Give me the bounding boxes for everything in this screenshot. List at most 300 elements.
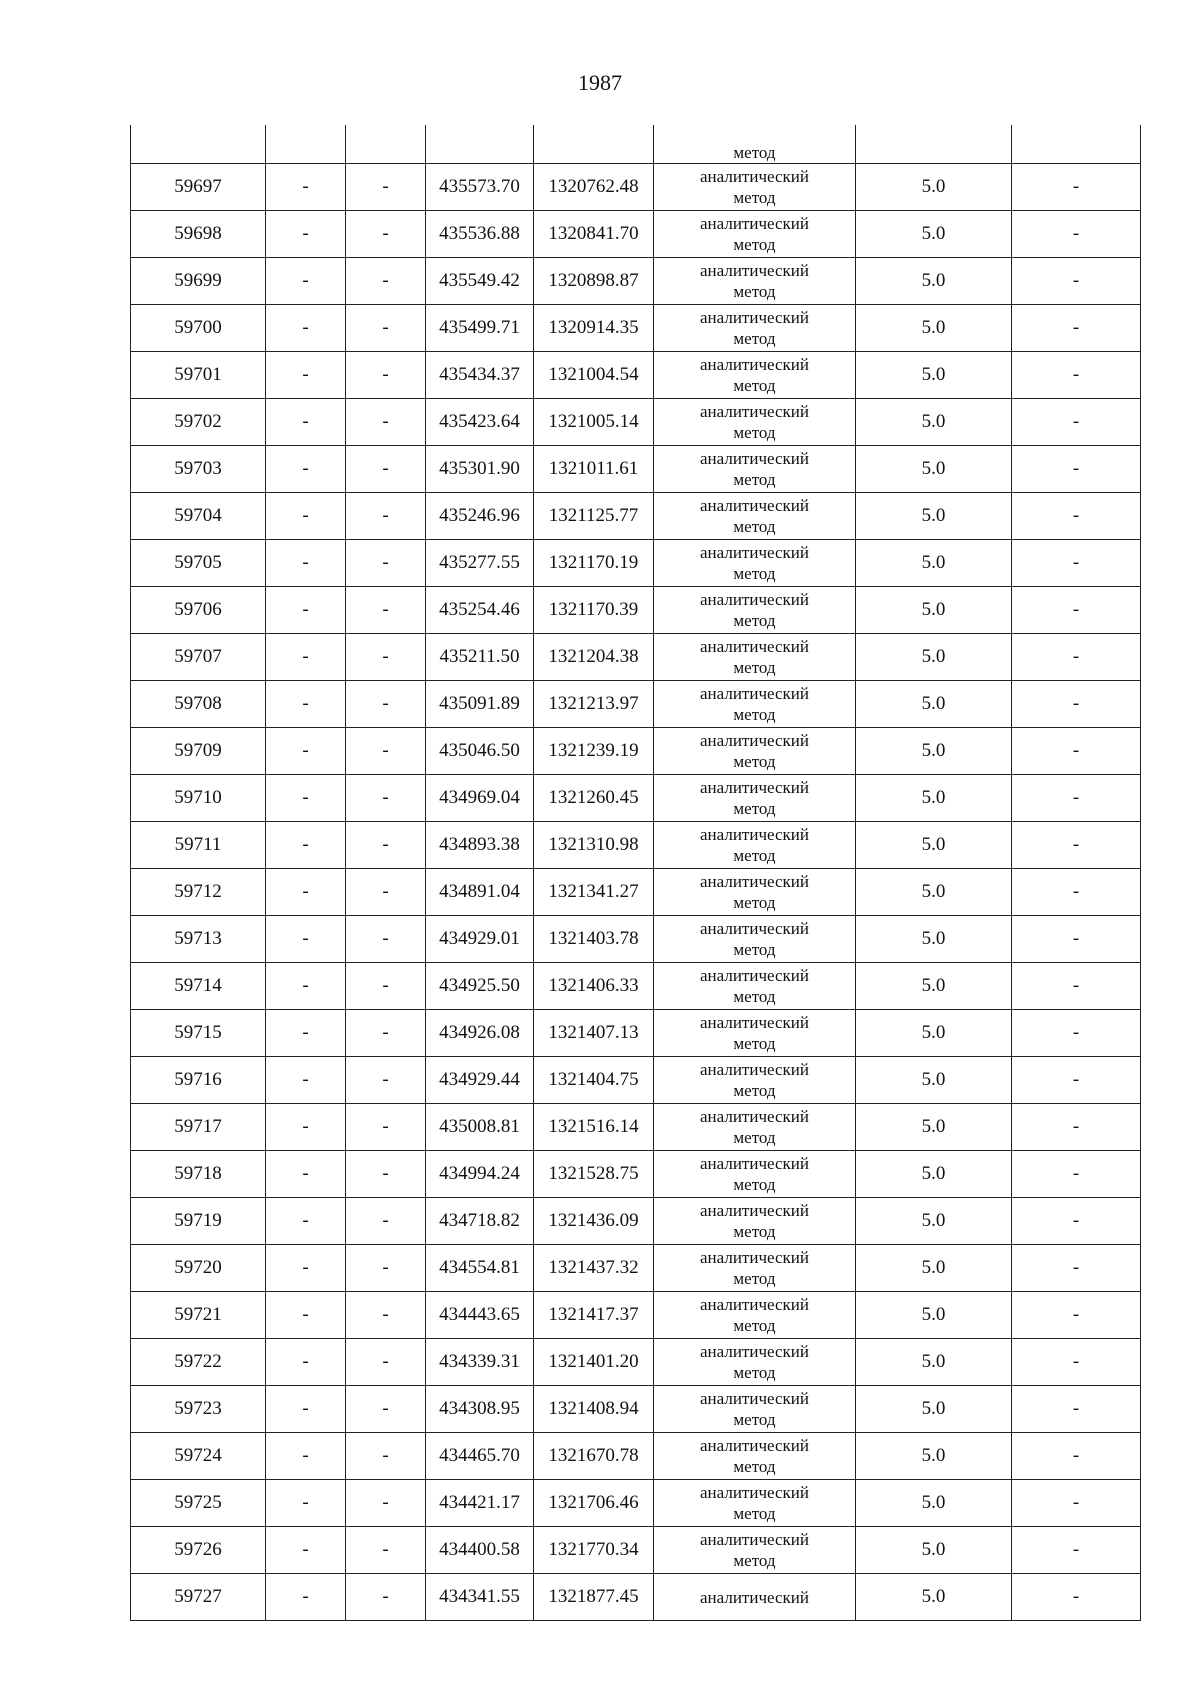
table-row xyxy=(131,587,1141,634)
table-row xyxy=(131,352,1141,399)
accuracy-cell: 5.0 xyxy=(856,1480,1012,1527)
table-row xyxy=(131,1339,1141,1386)
point-id-cell: 59707 xyxy=(131,634,266,681)
method-cell xyxy=(654,1198,856,1245)
method-line-2: метод xyxy=(733,1222,776,1241)
y-coordinate-cell: 1321877.45 xyxy=(534,1574,654,1621)
table-row xyxy=(131,916,1141,963)
dash-cell: - xyxy=(346,446,426,493)
method-line-2: метод xyxy=(733,1551,776,1570)
accuracy-cell: 5.0 xyxy=(856,822,1012,869)
dash-cell: - xyxy=(266,164,346,211)
x-coordinate-cell: 434400.58 xyxy=(426,1527,534,1574)
dash-cell: - xyxy=(346,775,426,822)
accuracy-cell: 5.0 xyxy=(856,1339,1012,1386)
method-line-2: метод xyxy=(733,1081,776,1100)
accuracy-cell: 5.0 xyxy=(856,1527,1012,1574)
x-coordinate-cell: 435211.50 xyxy=(426,634,534,681)
dash-cell: - xyxy=(1012,399,1141,446)
fragment-cell xyxy=(856,125,1012,164)
dash-cell: - xyxy=(1012,1386,1141,1433)
y-coordinate-cell: 1321170.39 xyxy=(534,587,654,634)
dash-cell: - xyxy=(266,587,346,634)
method-line-1: аналитический xyxy=(700,872,809,891)
dash-cell: - xyxy=(1012,1574,1141,1621)
dash-cell: - xyxy=(266,1010,346,1057)
method-line-2: метод xyxy=(733,1316,776,1335)
point-id-cell: 59713 xyxy=(131,916,266,963)
dash-cell: - xyxy=(1012,446,1141,493)
point-id-cell: 59709 xyxy=(131,728,266,775)
method-cell xyxy=(654,446,856,493)
method-line-1: аналитический xyxy=(700,1060,809,1079)
accuracy-cell: 5.0 xyxy=(856,634,1012,681)
method-cell xyxy=(654,540,856,587)
table-body xyxy=(131,125,1141,1621)
method-line-2: метод xyxy=(733,1363,776,1382)
x-coordinate-cell: 434443.65 xyxy=(426,1292,534,1339)
y-coordinate-cell: 1321005.14 xyxy=(534,399,654,446)
method-cell xyxy=(654,258,856,305)
page-number: 1987 xyxy=(578,70,622,95)
coordinates-table xyxy=(130,125,1141,1621)
dash-cell: - xyxy=(346,587,426,634)
point-id-cell: 59723 xyxy=(131,1386,266,1433)
dash-cell: - xyxy=(346,1010,426,1057)
method-cell xyxy=(654,822,856,869)
dash-cell: - xyxy=(266,916,346,963)
x-coordinate-cell: 435046.50 xyxy=(426,728,534,775)
y-coordinate-cell: 1321401.20 xyxy=(534,1339,654,1386)
point-id-cell: 59710 xyxy=(131,775,266,822)
accuracy-cell: 5.0 xyxy=(856,1292,1012,1339)
point-id-cell: 59698 xyxy=(131,211,266,258)
dash-cell: - xyxy=(346,728,426,775)
accuracy-cell: 5.0 xyxy=(856,869,1012,916)
dash-cell: - xyxy=(266,728,346,775)
dash-cell: - xyxy=(346,916,426,963)
x-coordinate-cell: 435277.55 xyxy=(426,540,534,587)
dash-cell: - xyxy=(1012,1010,1141,1057)
table-row xyxy=(131,258,1141,305)
table-row xyxy=(131,1480,1141,1527)
method-line-1: аналитический xyxy=(700,449,809,468)
y-coordinate-cell: 1320762.48 xyxy=(534,164,654,211)
method-line-1: аналитический xyxy=(700,637,809,656)
x-coordinate-cell: 434421.17 xyxy=(426,1480,534,1527)
point-id-cell: 59724 xyxy=(131,1433,266,1480)
method-cell xyxy=(654,211,856,258)
dash-cell: - xyxy=(1012,916,1141,963)
dash-cell: - xyxy=(346,1339,426,1386)
table-row xyxy=(131,681,1141,728)
point-id-cell: 59718 xyxy=(131,1151,266,1198)
table-row xyxy=(131,446,1141,493)
accuracy-cell: 5.0 xyxy=(856,1386,1012,1433)
method-cell xyxy=(654,681,856,728)
method-cell xyxy=(654,1057,856,1104)
method-line-1: аналитический xyxy=(700,1295,809,1314)
table-row xyxy=(131,540,1141,587)
accuracy-cell: 5.0 xyxy=(856,399,1012,446)
table-row xyxy=(131,634,1141,681)
dash-cell: - xyxy=(1012,634,1141,681)
accuracy-cell: 5.0 xyxy=(856,1574,1012,1621)
table-row xyxy=(131,1104,1141,1151)
x-coordinate-cell: 435549.42 xyxy=(426,258,534,305)
point-id-cell: 59720 xyxy=(131,1245,266,1292)
dash-cell: - xyxy=(266,258,346,305)
dash-cell: - xyxy=(266,540,346,587)
dash-cell: - xyxy=(266,1057,346,1104)
dash-cell: - xyxy=(1012,1245,1141,1292)
method-line-2: метод xyxy=(733,893,776,912)
method-line-1: аналитический xyxy=(700,684,809,703)
method-line-2: метод xyxy=(733,658,776,677)
method-line-1: аналитический xyxy=(700,543,809,562)
point-id-cell: 59719 xyxy=(131,1198,266,1245)
x-coordinate-cell: 435536.88 xyxy=(426,211,534,258)
method-line-1: аналитический xyxy=(700,825,809,844)
x-coordinate-cell: 435091.89 xyxy=(426,681,534,728)
table-row xyxy=(131,728,1141,775)
dash-cell: - xyxy=(346,399,426,446)
method-line-1: аналитический xyxy=(700,1483,809,1502)
method-line-1: аналитический xyxy=(700,261,809,280)
dash-cell: - xyxy=(1012,1527,1141,1574)
method-line-1: аналитический xyxy=(700,1154,809,1173)
fragment-cell xyxy=(534,125,654,164)
dash-cell: - xyxy=(346,1245,426,1292)
dash-cell: - xyxy=(1012,587,1141,634)
accuracy-cell: 5.0 xyxy=(856,1151,1012,1198)
dash-cell: - xyxy=(1012,869,1141,916)
table-row xyxy=(131,493,1141,540)
accuracy-cell: 5.0 xyxy=(856,211,1012,258)
y-coordinate-cell: 1321670.78 xyxy=(534,1433,654,1480)
method-line-1: аналитический xyxy=(700,1436,809,1455)
method-line-1: аналитический xyxy=(700,590,809,609)
method-cell xyxy=(654,1151,856,1198)
method-line-2: метод xyxy=(733,705,776,724)
accuracy-cell: 5.0 xyxy=(856,1104,1012,1151)
y-coordinate-cell: 1321706.46 xyxy=(534,1480,654,1527)
method-line-2: метод xyxy=(733,846,776,865)
point-id-cell: 59697 xyxy=(131,164,266,211)
method-line-1: аналитический xyxy=(700,167,809,186)
table-row xyxy=(131,305,1141,352)
method-cell xyxy=(654,164,856,211)
method-line-2: метод xyxy=(733,1034,776,1053)
method-cell xyxy=(654,634,856,681)
method-cell xyxy=(654,1104,856,1151)
accuracy-cell: 5.0 xyxy=(856,446,1012,493)
point-id-cell: 59706 xyxy=(131,587,266,634)
x-coordinate-cell: 434893.38 xyxy=(426,822,534,869)
table-row xyxy=(131,822,1141,869)
method-cell xyxy=(654,587,856,634)
point-id-cell: 59722 xyxy=(131,1339,266,1386)
dash-cell: - xyxy=(346,1292,426,1339)
x-coordinate-cell: 435499.71 xyxy=(426,305,534,352)
x-coordinate-cell: 435573.70 xyxy=(426,164,534,211)
x-coordinate-cell: 434994.24 xyxy=(426,1151,534,1198)
x-coordinate-cell: 435434.37 xyxy=(426,352,534,399)
dash-cell: - xyxy=(266,775,346,822)
y-coordinate-cell: 1320841.70 xyxy=(534,211,654,258)
method-cell xyxy=(654,963,856,1010)
fragment-cell xyxy=(266,125,346,164)
y-coordinate-cell: 1321011.61 xyxy=(534,446,654,493)
dash-cell: - xyxy=(266,681,346,728)
dash-cell: - xyxy=(1012,1104,1141,1151)
table-row xyxy=(131,399,1141,446)
dash-cell: - xyxy=(346,822,426,869)
table-row xyxy=(131,963,1141,1010)
accuracy-cell: 5.0 xyxy=(856,1198,1012,1245)
method-line-2: метод xyxy=(733,423,776,442)
dash-cell: - xyxy=(266,352,346,399)
dash-cell: - xyxy=(266,1245,346,1292)
dash-cell: - xyxy=(266,446,346,493)
dash-cell: - xyxy=(266,1151,346,1198)
accuracy-cell: 5.0 xyxy=(856,493,1012,540)
method-line-2: метод xyxy=(733,376,776,395)
accuracy-cell: 5.0 xyxy=(856,1010,1012,1057)
y-coordinate-cell: 1321260.45 xyxy=(534,775,654,822)
method-line-2: метод xyxy=(733,987,776,1006)
y-coordinate-cell: 1321770.34 xyxy=(534,1527,654,1574)
x-coordinate-cell: 434341.55 xyxy=(426,1574,534,1621)
method-line-2: метод xyxy=(733,564,776,583)
accuracy-cell: 5.0 xyxy=(856,305,1012,352)
dash-cell: - xyxy=(266,493,346,540)
point-id-cell: 59726 xyxy=(131,1527,266,1574)
method-line-1: аналитический xyxy=(700,1389,809,1408)
x-coordinate-cell: 434465.70 xyxy=(426,1433,534,1480)
accuracy-cell: 5.0 xyxy=(856,1245,1012,1292)
method-line-1: аналитический xyxy=(700,214,809,233)
dash-cell: - xyxy=(266,305,346,352)
dash-cell: - xyxy=(346,1104,426,1151)
table-row xyxy=(131,1151,1141,1198)
dash-cell: - xyxy=(266,963,346,1010)
table-row xyxy=(131,164,1141,211)
dash-cell: - xyxy=(346,493,426,540)
y-coordinate-cell: 1321170.19 xyxy=(534,540,654,587)
dash-cell: - xyxy=(1012,540,1141,587)
x-coordinate-cell: 434929.44 xyxy=(426,1057,534,1104)
dash-cell: - xyxy=(346,305,426,352)
method-line-1: аналитический xyxy=(700,1248,809,1267)
accuracy-cell: 5.0 xyxy=(856,258,1012,305)
method-line-1: аналитический xyxy=(700,496,809,515)
x-coordinate-cell: 434925.50 xyxy=(426,963,534,1010)
continued-row-fragment xyxy=(131,125,1141,164)
dash-cell: - xyxy=(1012,1151,1141,1198)
dash-cell: - xyxy=(1012,258,1141,305)
point-id-cell: 59699 xyxy=(131,258,266,305)
fragment-cell xyxy=(131,125,266,164)
dash-cell: - xyxy=(1012,1480,1141,1527)
point-id-cell: 59717 xyxy=(131,1104,266,1151)
method-line-2: метод xyxy=(733,235,776,254)
method-line-2: метод xyxy=(733,282,776,301)
method-line-2: метод xyxy=(733,1504,776,1523)
dash-cell: - xyxy=(346,1386,426,1433)
method-cell xyxy=(654,1339,856,1386)
point-id-cell: 59705 xyxy=(131,540,266,587)
dash-cell: - xyxy=(266,822,346,869)
table-row xyxy=(131,1527,1141,1574)
x-coordinate-cell: 434554.81 xyxy=(426,1245,534,1292)
method-line-1: аналитический xyxy=(700,1530,809,1549)
x-coordinate-cell: 434339.31 xyxy=(426,1339,534,1386)
fragment-method-cell: метод xyxy=(654,125,856,164)
point-id-cell: 59711 xyxy=(131,822,266,869)
dash-cell: - xyxy=(1012,305,1141,352)
accuracy-cell: 5.0 xyxy=(856,352,1012,399)
method-line-1: аналитический xyxy=(700,355,809,374)
method-line-2: метод xyxy=(733,329,776,348)
x-coordinate-cell: 434308.95 xyxy=(426,1386,534,1433)
dash-cell: - xyxy=(266,1574,346,1621)
method-cell xyxy=(654,916,856,963)
fragment-cell xyxy=(1012,125,1141,164)
method-line-2: метод xyxy=(733,752,776,771)
dash-cell: - xyxy=(266,1480,346,1527)
dash-cell: - xyxy=(346,1057,426,1104)
dash-cell: - xyxy=(1012,775,1141,822)
method-line-2: метод xyxy=(733,1269,776,1288)
y-coordinate-cell: 1321408.94 xyxy=(534,1386,654,1433)
x-coordinate-cell: 434969.04 xyxy=(426,775,534,822)
table-row xyxy=(131,1433,1141,1480)
point-id-cell: 59702 xyxy=(131,399,266,446)
dash-cell: - xyxy=(346,164,426,211)
point-id-cell: 59727 xyxy=(131,1574,266,1621)
dash-cell: - xyxy=(346,540,426,587)
dash-cell: - xyxy=(346,352,426,399)
accuracy-cell: 5.0 xyxy=(856,681,1012,728)
method-line-1: аналитический xyxy=(700,402,809,421)
point-id-cell: 59703 xyxy=(131,446,266,493)
accuracy-cell: 5.0 xyxy=(856,540,1012,587)
method-cell xyxy=(654,1245,856,1292)
method-line-1: аналитический xyxy=(700,1013,809,1032)
accuracy-cell: 5.0 xyxy=(856,1433,1012,1480)
y-coordinate-cell: 1321341.27 xyxy=(534,869,654,916)
y-coordinate-cell: 1321213.97 xyxy=(534,681,654,728)
method-line-2: метод xyxy=(733,1128,776,1147)
y-coordinate-cell: 1321437.32 xyxy=(534,1245,654,1292)
y-coordinate-cell: 1321436.09 xyxy=(534,1198,654,1245)
method-cell xyxy=(654,1292,856,1339)
x-coordinate-cell: 434891.04 xyxy=(426,869,534,916)
y-coordinate-cell: 1321406.33 xyxy=(534,963,654,1010)
y-coordinate-cell: 1321004.54 xyxy=(534,352,654,399)
method-line-1: аналитический xyxy=(700,1201,809,1220)
table-row xyxy=(131,1292,1141,1339)
dash-cell: - xyxy=(346,1433,426,1480)
method-line-1: аналитический xyxy=(700,1587,809,1607)
method-line-2: метод xyxy=(733,1175,776,1194)
method-cell xyxy=(654,352,856,399)
method-cell xyxy=(654,1527,856,1574)
dash-cell: - xyxy=(346,869,426,916)
dash-cell: - xyxy=(346,681,426,728)
dash-cell: - xyxy=(266,1386,346,1433)
point-id-cell: 59704 xyxy=(131,493,266,540)
table-row xyxy=(131,1198,1141,1245)
x-coordinate-cell: 435246.96 xyxy=(426,493,534,540)
y-coordinate-cell: 1321125.77 xyxy=(534,493,654,540)
accuracy-cell: 5.0 xyxy=(856,1057,1012,1104)
dash-cell: - xyxy=(266,1433,346,1480)
accuracy-cell: 5.0 xyxy=(856,164,1012,211)
method-line-1: аналитический xyxy=(700,966,809,985)
dash-cell: - xyxy=(1012,822,1141,869)
dash-cell: - xyxy=(346,1574,426,1621)
dash-cell: - xyxy=(346,1527,426,1574)
table-row xyxy=(131,1386,1141,1433)
dash-cell: - xyxy=(266,211,346,258)
point-id-cell: 59714 xyxy=(131,963,266,1010)
x-coordinate-cell: 434929.01 xyxy=(426,916,534,963)
x-coordinate-cell: 435301.90 xyxy=(426,446,534,493)
dash-cell: - xyxy=(1012,728,1141,775)
method-cell xyxy=(654,1386,856,1433)
dash-cell: - xyxy=(266,634,346,681)
point-id-cell: 59700 xyxy=(131,305,266,352)
y-coordinate-cell: 1321528.75 xyxy=(534,1151,654,1198)
point-id-cell: 59721 xyxy=(131,1292,266,1339)
method-line-1: аналитический xyxy=(700,308,809,327)
dash-cell: - xyxy=(266,1339,346,1386)
accuracy-cell: 5.0 xyxy=(856,587,1012,634)
dash-cell: - xyxy=(346,963,426,1010)
accuracy-cell: 5.0 xyxy=(856,916,1012,963)
dash-cell: - xyxy=(1012,352,1141,399)
y-coordinate-cell: 1321310.98 xyxy=(534,822,654,869)
method-cell xyxy=(654,1480,856,1527)
dash-cell: - xyxy=(266,1104,346,1151)
dash-cell: - xyxy=(346,211,426,258)
point-id-cell: 59708 xyxy=(131,681,266,728)
y-coordinate-cell: 1321239.19 xyxy=(534,728,654,775)
y-coordinate-cell: 1320914.35 xyxy=(534,305,654,352)
y-coordinate-cell: 1321407.13 xyxy=(534,1010,654,1057)
method-line-2: метод xyxy=(733,188,776,207)
point-id-cell: 59725 xyxy=(131,1480,266,1527)
x-coordinate-cell: 434718.82 xyxy=(426,1198,534,1245)
table-row xyxy=(131,211,1141,258)
method-line-2: метод xyxy=(733,1410,776,1429)
method-cell xyxy=(654,493,856,540)
y-coordinate-cell: 1321417.37 xyxy=(534,1292,654,1339)
dash-cell: - xyxy=(1012,1433,1141,1480)
method-line-2: метод xyxy=(733,1457,776,1476)
dash-cell: - xyxy=(346,1480,426,1527)
table-row xyxy=(131,869,1141,916)
method-cell xyxy=(654,728,856,775)
method-cell xyxy=(654,1433,856,1480)
x-coordinate-cell: 435008.81 xyxy=(426,1104,534,1151)
fragment-cell xyxy=(346,125,426,164)
y-coordinate-cell: 1321403.78 xyxy=(534,916,654,963)
dash-cell: - xyxy=(346,634,426,681)
method-cell xyxy=(654,1010,856,1057)
